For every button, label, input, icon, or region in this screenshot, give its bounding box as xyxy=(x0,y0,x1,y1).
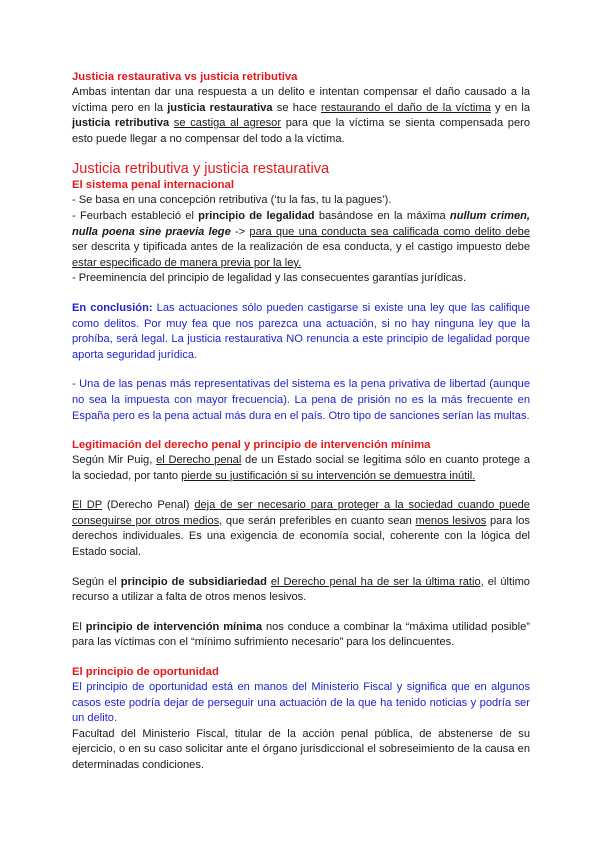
paragraph-intervencion-minima xyxy=(72,620,530,651)
text-underlined: restaurando el daño de la víctima xyxy=(321,101,491,114)
text: El xyxy=(72,620,86,633)
text-underlined: menos lesivos xyxy=(415,514,487,527)
text-bold: justicia retributiva xyxy=(72,117,170,130)
text-underlined: para que una conducta sea calificada como delito debe xyxy=(249,225,530,238)
text-bold: principio de intervención mínima xyxy=(85,620,263,633)
paragraph-vs xyxy=(72,85,530,147)
text: se hace xyxy=(272,101,322,114)
paragraph-facultad: Facultad del Ministerio Fiscal, titular de la acción penal pública, de abstenerse de su ejercicio, o en su caso solicitar ante el órgano jurisdiccional el sobreseimiento de la causa en determinadas condiciones. xyxy=(72,727,530,771)
text: - Feurbach estableció el xyxy=(72,209,199,222)
text: y en la xyxy=(490,101,530,114)
text-bold: justicia restaurativa xyxy=(167,101,273,114)
text: ser descrita y tipificada antes de la realización de esa conducta, y el castigo impuesto debe xyxy=(72,241,530,254)
subsection-heading-sistema-penal: El sistema penal internacional xyxy=(72,179,234,192)
text-underlined: deja de ser necesario para proteger a la sociedad cuando puede conseguirse por otros medios, xyxy=(72,499,530,527)
penas-paragraph: - Una de las penas más representativas del sistema es la pena privativa de libertad (aunque no sea la impuesta con mayor frecuencia). La pena de prisión no es la más frecuente en España pero es la pena actual más dura en el país. Otro tipo de sanciones serían las multas. xyxy=(72,378,530,422)
text: el último recurso a utilizar a falta de otros menos lesivos. xyxy=(72,575,530,604)
section-heading-legitimacion: Legitimación del derecho penal y principio de intervención mínima xyxy=(72,439,431,452)
text: Ambas intentan dar una respuesta a un delito e intentan compensar el daño causado a la víctima pero en la xyxy=(72,86,530,114)
text: -> xyxy=(230,225,250,238)
text: (Derecho Penal) xyxy=(101,499,195,512)
paragraph-oportunidad-blue: El principio de oportunidad está en manos del Ministerio Fiscal y significa que en algunos casos este podría dejar de perseguir una actuación de la que ha tenido noticias y podría ser un delito. xyxy=(72,681,530,725)
bullet-line-1: - Se basa en una concepción retributiva (‘tu la fas, tu la pagues’). xyxy=(72,194,392,207)
text: Las actuaciones sólo pueden castigarse si existe una ley que las califique como delitos. Por muy fea que nos parezca una actuación, si no hay ninguna ley que la prohíba, será legal. La justicia restaurativa NO renuncia a este principio de legalidad porque aporta seguridad jurídica. xyxy=(72,301,530,361)
text-underlined: el Derecho penal xyxy=(156,454,242,467)
section-title-retributiva: Justicia retributiva y justicia restaurativa xyxy=(72,161,330,178)
paragraph-dp xyxy=(72,498,530,560)
text-underlined: el Derecho penal ha de ser la última ratio, xyxy=(270,575,484,588)
text: que serán preferibles en cuanto sean xyxy=(222,514,416,527)
text-bold: principio de legalidad xyxy=(198,209,315,222)
bullet-line-2 xyxy=(72,209,530,271)
conclusion-label: En conclusión: xyxy=(72,301,153,314)
paragraph-subsidiariedad xyxy=(72,575,530,606)
text-underlined: pierde su justificación si su intervención se demuestra inútil. xyxy=(181,469,476,482)
latin-maxim: nullum crimen, nulla poena sine praevia lege xyxy=(72,209,530,238)
paragraph-mir-puig xyxy=(72,453,530,484)
text: Según el xyxy=(72,575,121,588)
section-heading-oportunidad: El principio de oportunidad xyxy=(72,666,219,679)
document-page xyxy=(72,70,530,774)
bullet-line-3: - Preeminencia del principio de legalidad y las consecuentes garantías jurídicas. xyxy=(72,272,467,285)
text: para los derechos individuales. Es una exigencia de economía social, coherente con la lógica del Estado social. xyxy=(72,514,530,559)
section-heading-vs: Justicia restaurativa vs justicia retributiva xyxy=(72,71,298,83)
text: para que la víctima se sienta compensada pero esto puede llegar a no compensar del todo a la víctima. xyxy=(72,117,531,145)
text: basándose en la máxima xyxy=(314,209,450,222)
text: nos conduce a combinar la “máxima utilidad posible” para las víctimas con el “mínimo sufrimiento necesario” para los delincuentes. xyxy=(72,620,530,649)
text: de un Estado social se legitima sólo en cuanto protege a la sociedad, por tanto xyxy=(72,454,530,482)
text-underlined: estar especificado de manera previa por la ley. xyxy=(72,256,302,269)
text-underlined: El DP xyxy=(72,499,102,512)
text: Según Mir Puig, xyxy=(72,454,157,467)
text-bold: principio de subsidiariedad xyxy=(120,575,267,588)
conclusion-paragraph xyxy=(72,301,530,363)
text-underlined: se castiga al agresor xyxy=(173,117,282,130)
